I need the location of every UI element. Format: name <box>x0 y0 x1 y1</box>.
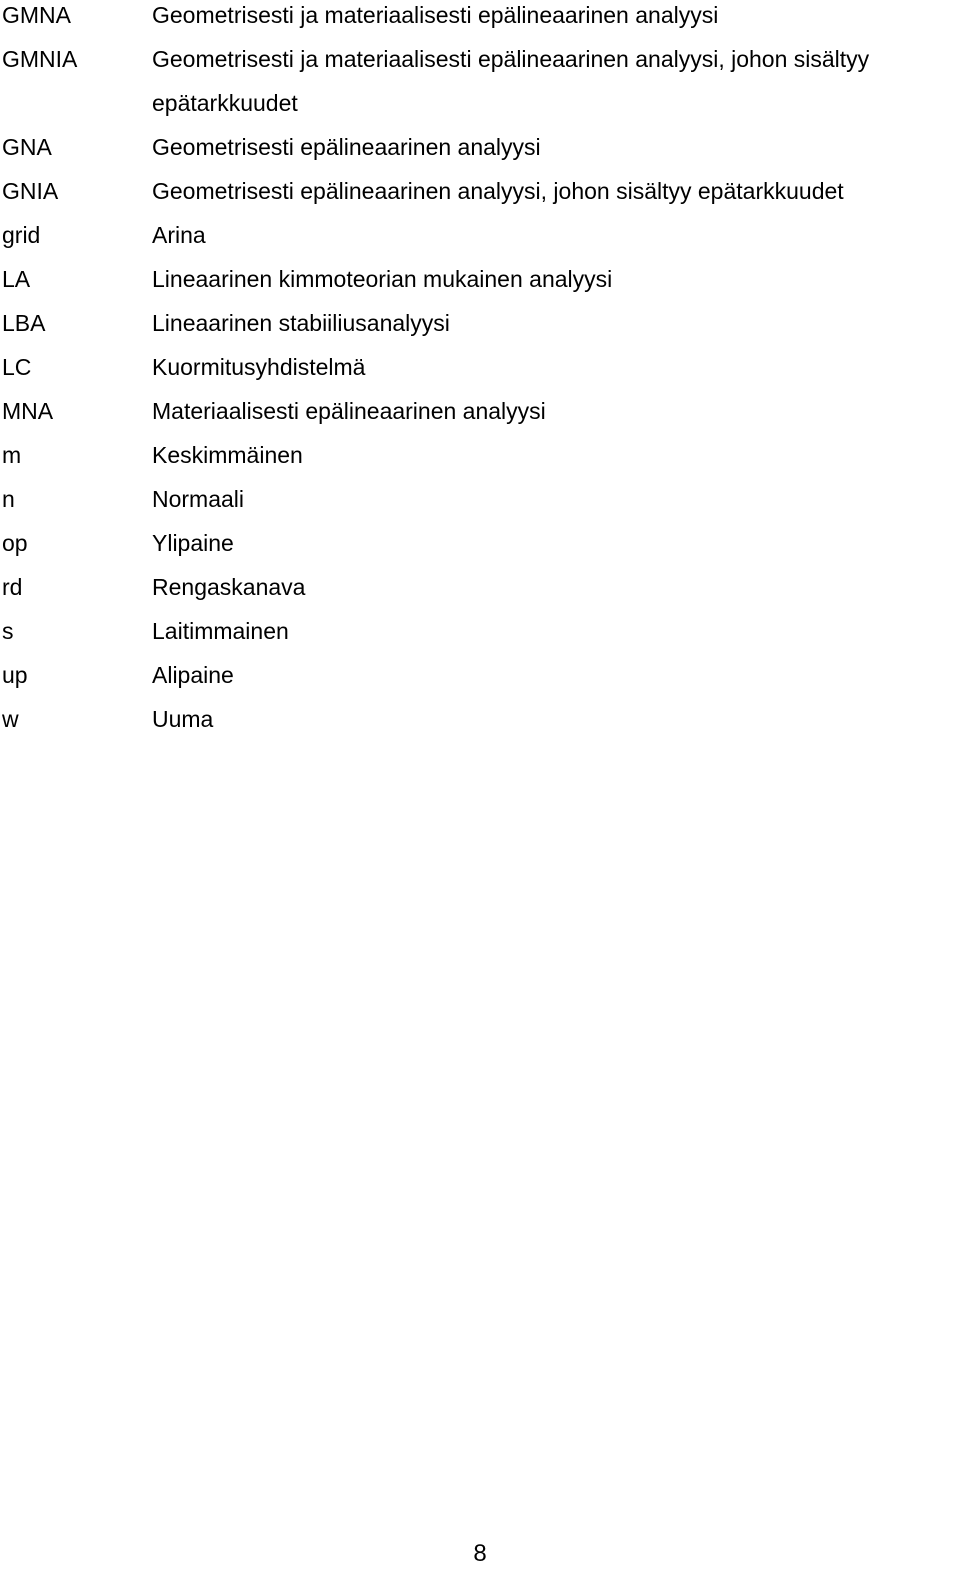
definition: Lineaarinen kimmoteorian mukainen analyysi <box>152 266 613 292</box>
glossary-entry-s <box>2 609 960 653</box>
definition: Uuma <box>152 706 214 732</box>
abbreviation: w <box>2 706 19 732</box>
glossary-entry-gmnia <box>2 37 960 125</box>
abbreviation: LBA <box>2 310 46 336</box>
definition: Geometrisesti ja materiaalisesti epälineaarinen analyysi, johon sisältyy epätarkkuudet <box>152 46 870 116</box>
definition: Rengaskanava <box>152 574 306 600</box>
definition: Ylipaine <box>152 530 234 556</box>
abbreviation-list <box>2 0 960 741</box>
abbreviation: GNIA <box>2 178 59 204</box>
glossary-entry-gnia <box>2 169 960 213</box>
glossary-entry-la <box>2 257 960 301</box>
glossary-entry-w <box>2 697 960 741</box>
abbreviation: LC <box>2 354 32 380</box>
glossary-entry-up <box>2 653 960 697</box>
glossary-entry-gmna <box>2 0 960 37</box>
abbreviation: rd <box>2 574 23 600</box>
abbreviation: n <box>2 486 15 512</box>
abbreviation: op <box>2 530 28 556</box>
definition: Alipaine <box>152 662 234 688</box>
glossary-entry-mna <box>2 389 960 433</box>
glossary-entry-grid <box>2 213 960 257</box>
glossary-entry-m <box>2 433 960 477</box>
definition: Lineaarinen stabiiliusanalyysi <box>152 310 450 336</box>
abbreviation: GMNA <box>2 2 71 28</box>
glossary-entry-n <box>2 477 960 521</box>
definition: Arina <box>152 222 206 248</box>
page-number: 8 <box>473 1540 487 1567</box>
abbreviation: GMNIA <box>2 46 78 72</box>
definition: Geometrisesti ja materiaalisesti epälineaarinen analyysi <box>152 2 719 28</box>
definition: Kuormitusyhdistelmä <box>152 354 366 380</box>
definition: Keskimmäinen <box>152 442 303 468</box>
glossary-entry-rd <box>2 565 960 609</box>
abbreviation: m <box>2 442 22 468</box>
glossary-entry-gna <box>2 125 960 169</box>
definition: Laitimmainen <box>152 618 289 644</box>
abbreviation: MNA <box>2 398 54 424</box>
definition: Geometrisesti epälineaarinen analyysi <box>152 134 541 160</box>
abbreviation: LA <box>2 266 31 292</box>
abbreviation: GNA <box>2 134 52 160</box>
glossary-entry-lc <box>2 345 960 389</box>
glossary-entry-lba <box>2 301 960 345</box>
abbreviation: up <box>2 662 28 688</box>
definition: Geometrisesti epälineaarinen analyysi, johon sisältyy epätarkkuudet <box>152 178 844 204</box>
definition: Normaali <box>152 486 245 512</box>
glossary-entry-op <box>2 521 960 565</box>
definition: Materiaalisesti epälineaarinen analyysi <box>152 398 546 424</box>
abbreviation: s <box>2 618 14 644</box>
abbreviation: grid <box>2 222 41 248</box>
